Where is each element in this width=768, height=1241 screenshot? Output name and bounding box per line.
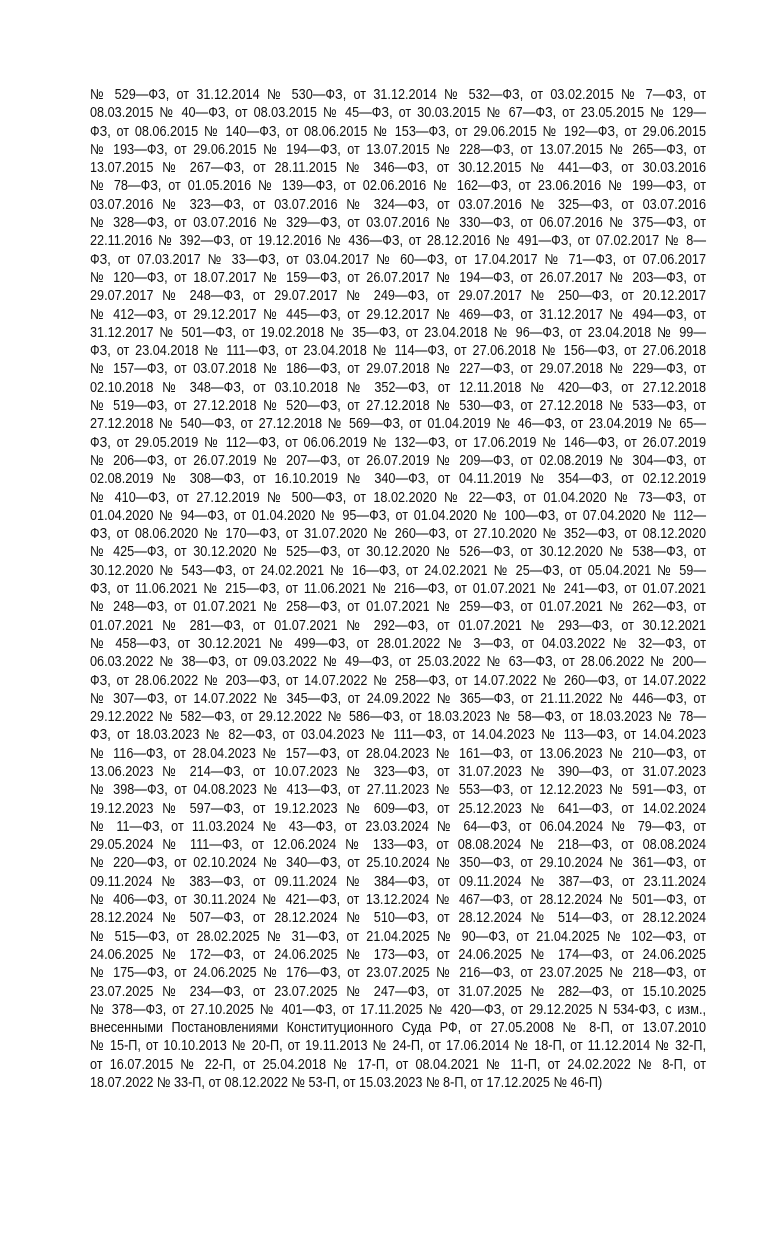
text-line: № 425—ФЗ, от 30.12.2020 № 525—ФЗ, от 30.12.2020 № 526—ФЗ, от 30.12.2020 № 538—ФЗ, от bbox=[90, 544, 706, 561]
text-line: № 120—ФЗ, от 18.07.2017 № 159—ФЗ, от 26.07.2017 № 194—ФЗ, от 26.07.2017 № 203—ФЗ, от bbox=[90, 269, 706, 286]
text-line: ФЗ, от 29.05.2019 № 112—ФЗ, от 06.06.2019 № 132—ФЗ, от 17.06.2019 № 146—ФЗ, от 26.07.2019 bbox=[90, 434, 706, 451]
text-line: ФЗ, от 11.06.2021 № 215—ФЗ, от 11.06.2021 № 216—ФЗ, от 01.07.2021 № 241—ФЗ, от 01.07.2021 bbox=[90, 581, 706, 598]
text-line: 23.07.2025 № 234—ФЗ, от 23.07.2025 № 247—ФЗ, от 31.07.2025 № 282—ФЗ, от 15.10.2025 bbox=[90, 983, 706, 1000]
text-line: ФЗ, от 28.06.2022 № 203—ФЗ, от 14.07.2022 № 258—ФЗ, от 14.07.2022 № 260—ФЗ, от 14.07.2022 bbox=[90, 672, 706, 689]
text-line: № 157—ФЗ, от 03.07.2018 № 186—ФЗ, от 29.07.2018 № 227—ФЗ, от 29.07.2018 № 229—ФЗ, от bbox=[90, 361, 706, 378]
text-line: 01.04.2020 № 94—ФЗ, от 01.04.2020 № 95—ФЗ, от 01.04.2020 № 100—ФЗ, от 07.04.2020 № 112— bbox=[90, 507, 706, 524]
text-line: ФЗ, от 08.06.2015 № 140—ФЗ, от 08.06.2015 № 153—ФЗ, от 29.06.2015 № 192—ФЗ, от 29.06.2015 bbox=[90, 123, 706, 140]
text-line: № 406—ФЗ, от 30.11.2024 № 421—ФЗ, от 13.12.2024 № 467—ФЗ, от 28.12.2024 № 501—ФЗ, от bbox=[90, 892, 706, 909]
text-line: № 412—ФЗ, от 29.12.2017 № 445—ФЗ, от 29.12.2017 № 469—ФЗ, от 31.12.2017 № 494—ФЗ, от bbox=[90, 306, 706, 323]
text-line: 02.10.2018 № 348—ФЗ, от 03.10.2018 № 352—ФЗ, от 12.11.2018 № 420—ФЗ, от 27.12.2018 bbox=[90, 379, 706, 396]
text-line: 13.07.2015 № 267—ФЗ, от 28.11.2015 № 346—ФЗ, от 30.12.2015 № 441—ФЗ, от 30.03.2016 bbox=[90, 160, 706, 177]
text-line: ФЗ, от 23.04.2018 № 111—ФЗ, от 23.04.2018 № 114—ФЗ, от 27.06.2018 № 156—ФЗ, от 27.06.2018 bbox=[90, 343, 706, 360]
text-line: № 248—ФЗ, от 01.07.2021 № 258—ФЗ, от 01.07.2021 № 259—ФЗ, от 01.07.2021 № 262—ФЗ, от bbox=[90, 599, 706, 616]
text-line: № 220—ФЗ, от 02.10.2024 № 340—ФЗ, от 25.10.2024 № 350—ФЗ, от 29.10.2024 № 361—ФЗ, от bbox=[90, 855, 706, 872]
text-line: 31.12.2017 № 501—ФЗ, от 19.02.2018 № 35—ФЗ, от 23.04.2018 № 96—ФЗ, от 23.04.2018 № 99— bbox=[90, 324, 706, 341]
text-line: 30.12.2020 № 543—ФЗ, от 24.02.2021 № 16—ФЗ, от 24.02.2021 № 25—ФЗ, от 05.04.2021 № 59— bbox=[90, 562, 706, 579]
text-line: № 116—ФЗ, от 28.04.2023 № 157—ФЗ, от 28.04.2023 № 161—ФЗ, от 13.06.2023 № 210—ФЗ, от bbox=[90, 745, 706, 762]
text-line: внесенными Постановлениями Конституционного Суда РФ, от 27.05.2008 № 8-П, от 13.07.2010 bbox=[90, 1020, 706, 1037]
text-line: № 519—ФЗ, от 27.12.2018 № 520—ФЗ, от 27.12.2018 № 530—ФЗ, от 27.12.2018 № 533—ФЗ, от bbox=[90, 398, 706, 415]
text-line: № 398—ФЗ, от 04.08.2023 № 413—ФЗ, от 27.11.2023 № 553—ФЗ, от 12.12.2023 № 591—ФЗ, от bbox=[90, 782, 706, 799]
text-line: № 328—ФЗ, от 03.07.2016 № 329—ФЗ, от 03.07.2016 № 330—ФЗ, от 06.07.2016 № 375—ФЗ, от bbox=[90, 215, 706, 232]
text-line: № 175—ФЗ, от 24.06.2025 № 176—ФЗ, от 23.07.2025 № 216—ФЗ, от 23.07.2025 № 218—ФЗ, от bbox=[90, 965, 706, 982]
text-line: 24.06.2025 № 172—ФЗ, от 24.06.2025 № 173—ФЗ, от 24.06.2025 № 174—ФЗ, от 24.06.2025 bbox=[90, 946, 706, 963]
text-line: 22.11.2016 № 392—ФЗ, от 19.12.2016 № 436—ФЗ, от 28.12.2016 № 491—ФЗ, от 07.02.2017 № 8— bbox=[90, 233, 706, 250]
text-line: № 378—ФЗ, от 27.10.2025 № 401—ФЗ, от 17.11.2025 № 420—ФЗ, от 29.12.2025 N 534-ФЗ, с изм., bbox=[90, 1001, 706, 1018]
text-line: 27.12.2018 № 540—ФЗ, от 27.12.2018 № 569—ФЗ, от 01.04.2019 № 46—ФЗ, от 23.04.2019 № 65— bbox=[90, 416, 706, 433]
text-line: 02.08.2019 № 308—ФЗ, от 16.10.2019 № 340—ФЗ, от 04.11.2019 № 354—ФЗ, от 02.12.2019 bbox=[90, 471, 706, 488]
text-line: 18.07.2022 № 33-П, от 08.12.2022 № 53-П, от 15.03.2023 № 8-П, от 17.12.2025 № 46-П) bbox=[90, 1075, 603, 1092]
text-line: № 206—ФЗ, от 26.07.2019 № 207—ФЗ, от 26.07.2019 № 209—ФЗ, от 02.08.2019 № 304—ФЗ, от bbox=[90, 452, 706, 469]
text-line: 08.03.2015 № 40—ФЗ, от 08.03.2015 № 45—ФЗ, от 30.03.2015 № 67—ФЗ, от 23.05.2015 № 129— bbox=[90, 105, 706, 122]
text-line: ФЗ, от 07.03.2017 № 33—ФЗ, от 03.04.2017 № 60—ФЗ, от 17.04.2017 № 71—ФЗ, от 07.06.2017 bbox=[90, 251, 706, 268]
text-line: № 193—ФЗ, от 29.06.2015 № 194—ФЗ, от 13.07.2015 № 228—ФЗ, от 13.07.2015 № 265—ФЗ, от bbox=[90, 141, 706, 158]
text-line: № 458—ФЗ, от 30.12.2021 № 499—ФЗ, от 28.01.2022 № 3—ФЗ, от 04.03.2022 № 32—ФЗ, от bbox=[90, 635, 706, 652]
text-line: № 78—ФЗ, от 01.05.2016 № 139—ФЗ, от 02.06.2016 № 162—ФЗ, от 23.06.2016 № 199—ФЗ, от bbox=[90, 178, 706, 195]
text-line: 01.07.2021 № 281—ФЗ, от 01.07.2021 № 292—ФЗ, от 01.07.2021 № 293—ФЗ, от 30.12.2021 bbox=[90, 617, 706, 634]
text-line: № 15-П, от 10.10.2013 № 20-П, от 19.11.2013 № 24-П, от 17.06.2014 № 18-П, от 11.12.2014 № 32-П, bbox=[90, 1038, 706, 1055]
text-line: № 410—ФЗ, от 27.12.2019 № 500—ФЗ, от 18.02.2020 № 22—ФЗ, от 01.04.2020 № 73—ФЗ, от bbox=[90, 489, 706, 506]
text-line: 06.03.2022 № 38—ФЗ, от 09.03.2022 № 49—ФЗ, от 25.03.2022 № 63—ФЗ, от 28.06.2022 № 200— bbox=[90, 654, 706, 671]
text-line: ФЗ, от 08.06.2020 № 170—ФЗ, от 31.07.2020 № 260—ФЗ, от 27.10.2020 № 352—ФЗ, от 08.12.2020 bbox=[90, 526, 706, 543]
text-line: № 515—ФЗ, от 28.02.2025 № 31—ФЗ, от 21.04.2025 № 90—ФЗ, от 21.04.2025 № 102—ФЗ, от bbox=[90, 928, 706, 945]
text-line: 29.07.2017 № 248—ФЗ, от 29.07.2017 № 249—ФЗ, от 29.07.2017 № 250—ФЗ, от 20.12.2017 bbox=[90, 288, 706, 305]
text-line: № 307—ФЗ, от 14.07.2022 № 345—ФЗ, от 24.09.2022 № 365—ФЗ, от 21.11.2022 № 446—ФЗ, от bbox=[90, 690, 706, 707]
document-body bbox=[90, 86, 706, 1092]
text-line: 29.05.2024 № 111—ФЗ, от 12.06.2024 № 133—ФЗ, от 08.08.2024 № 218—ФЗ, от 08.08.2024 bbox=[90, 837, 706, 854]
text-line: 09.11.2024 № 383—ФЗ, от 09.11.2024 № 384—ФЗ, от 09.11.2024 № 387—ФЗ, от 23.11.2024 bbox=[90, 873, 706, 890]
text-line: 13.06.2023 № 214—ФЗ, от 10.07.2023 № 323—ФЗ, от 31.07.2023 № 390—ФЗ, от 31.07.2023 bbox=[90, 763, 706, 780]
text-line: от 16.07.2015 № 22-П, от 25.04.2018 № 17-П, от 08.04.2021 № 11-П, от 24.02.2022 № 8-П, от bbox=[90, 1056, 706, 1073]
text-line: ФЗ, от 18.03.2023 № 82—ФЗ, от 03.04.2023 № 111—ФЗ, от 14.04.2023 № 113—ФЗ, от 14.04.2023 bbox=[90, 727, 706, 744]
text-line: 19.12.2023 № 597—ФЗ, от 19.12.2023 № 609—ФЗ, от 25.12.2023 № 641—ФЗ, от 14.02.2024 bbox=[90, 800, 706, 817]
text-line: № 11—ФЗ, от 11.03.2024 № 43—ФЗ, от 23.03.2024 № 64—ФЗ, от 06.04.2024 № 79—ФЗ, от bbox=[90, 818, 706, 835]
text-line: № 529—ФЗ, от 31.12.2014 № 530—ФЗ, от 31.12.2014 № 532—ФЗ, от 03.02.2015 № 7—ФЗ, от bbox=[90, 87, 706, 103]
text-line: 29.12.2022 № 582—ФЗ, от 29.12.2022 № 586—ФЗ, от 18.03.2023 № 58—ФЗ, от 18.03.2023 № 78— bbox=[90, 709, 706, 726]
text-line: 28.12.2024 № 507—ФЗ, от 28.12.2024 № 510—ФЗ, от 28.12.2024 № 514—ФЗ, от 28.12.2024 bbox=[90, 910, 706, 927]
text-line: 03.07.2016 № 323—ФЗ, от 03.07.2016 № 324—ФЗ, от 03.07.2016 № 325—ФЗ, от 03.07.2016 bbox=[90, 196, 706, 213]
